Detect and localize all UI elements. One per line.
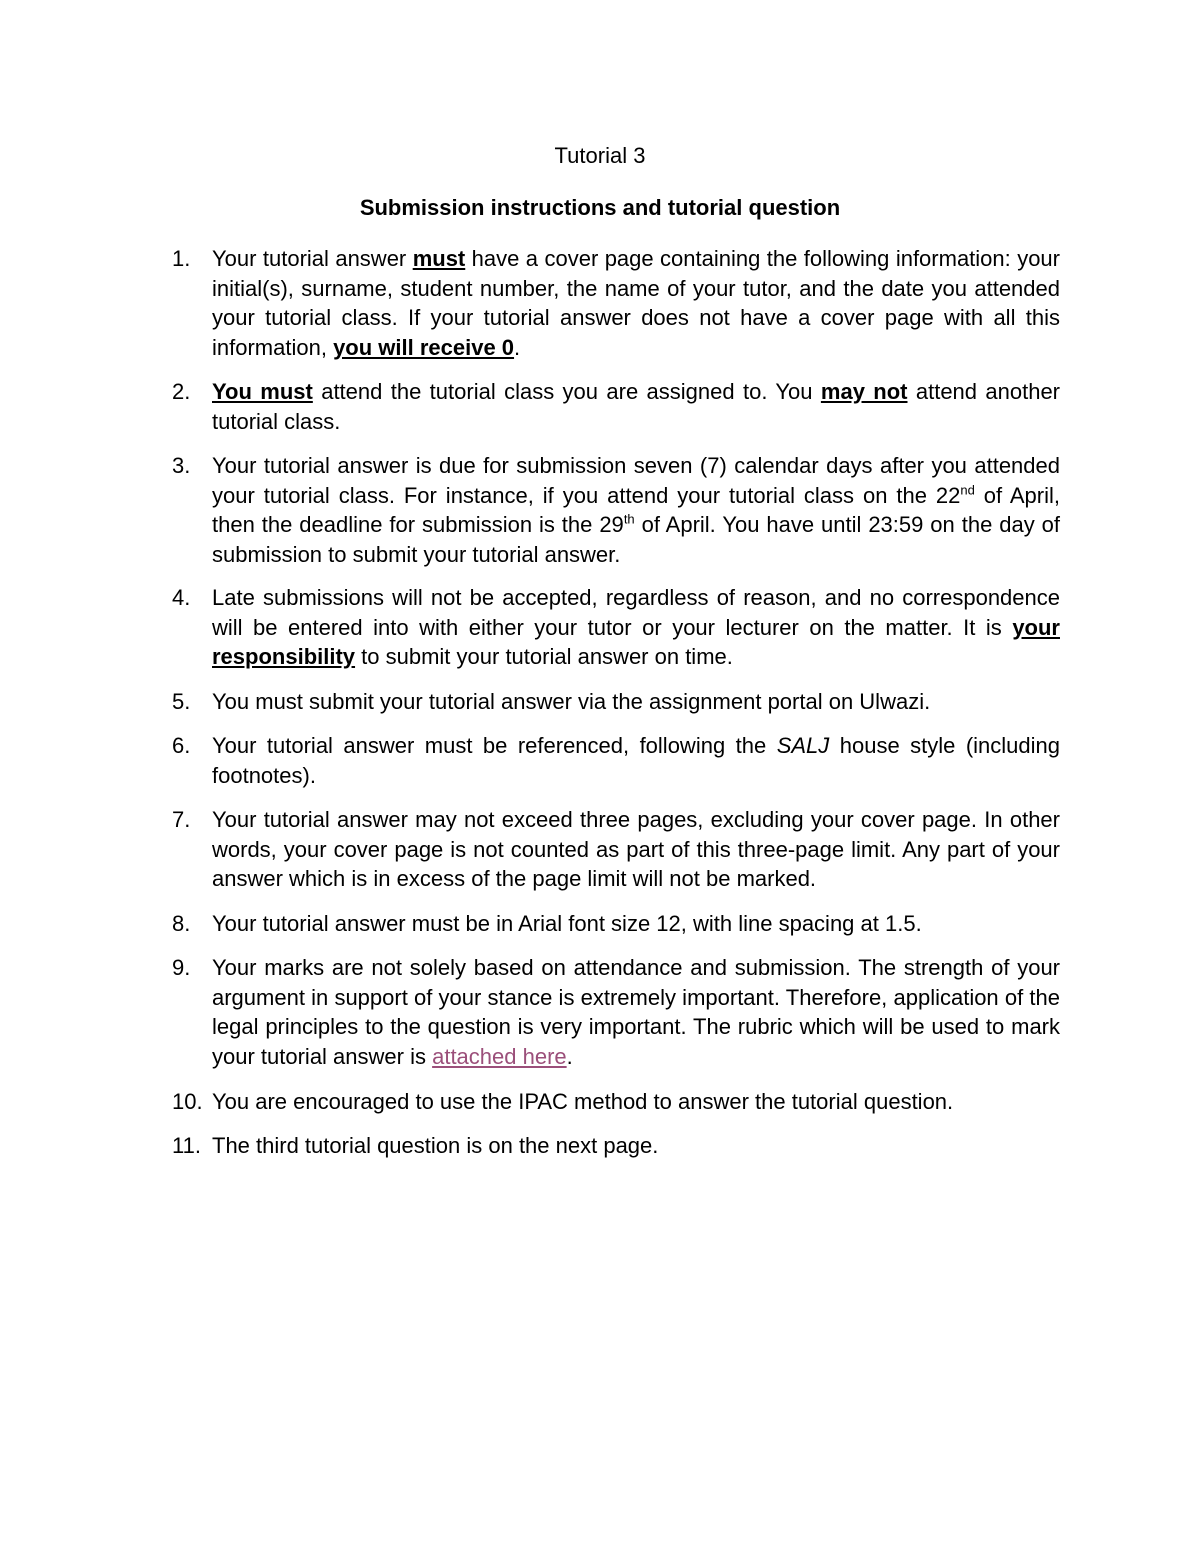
list-item-number: 11. [172, 1133, 201, 1158]
list-item-number: 4. [172, 585, 191, 610]
style-guide-name: SALJ [776, 733, 830, 758]
list-item-number: 1. [172, 246, 191, 271]
emphasis-receive-zero: you will receive 0 [333, 334, 515, 360]
ordinal-suffix: nd [960, 482, 975, 498]
list-item-number: 10. [172, 1089, 203, 1114]
list-item-text: Late submissions will not be accepted, regardless of reason, and no correspondence will be entered into with either your tutor or your lecturer on the matter. It is your responsibility to submit your tutorial answer on time. [212, 585, 1060, 670]
rubric-link[interactable]: attached here [432, 1043, 567, 1069]
list-item-5 [172, 687, 1060, 717]
emphasis-may-not: may not [820, 379, 908, 404]
document-subtitle: Submission instructions and tutorial question [359, 195, 841, 220]
list-item-9 [172, 953, 1060, 1071]
document-title: Tutorial 3 [554, 143, 646, 168]
emphasis-you-must: You must [212, 379, 313, 404]
list-item-number: 9. [172, 955, 191, 980]
list-item-number: 8. [172, 911, 191, 936]
list-item-text: You must attend the tutorial class you are assigned to. You may not attend another tutorial class. [212, 379, 1061, 434]
list-item-number: 3. [172, 453, 191, 478]
list-item-3 [172, 451, 1060, 569]
list-item-11 [172, 1131, 1060, 1161]
list-item-text: The third tutorial question is on the next page. [212, 1133, 659, 1158]
ordinal-suffix: th [623, 511, 635, 527]
emphasis-your-responsibility: your responsibility [212, 614, 1060, 670]
list-item-number: 7. [172, 807, 191, 832]
list-item-1 [172, 244, 1060, 362]
list-item-number: 6. [172, 733, 191, 758]
list-item-text: Your tutorial answer is due for submission seven (7) calendar days after you attended your tutorial class. For instance, if you attend your tutorial class on the 22nd of April, then the deadline for submission is the 29th of April. You have until 23:59 on the day of submission to submit your tutorial answer. [212, 453, 1060, 567]
list-item-text: You are encouraged to use the IPAC method to answer the tutorial question. [212, 1089, 954, 1114]
list-item-number: 2. [172, 379, 191, 404]
list-item-6 [172, 731, 1060, 790]
list-item-text: Your tutorial answer must have a cover page containing the following information: your initial(s), surname, student number, the name of your tutor, and the date you attended your tutorial class. If your tutorial answer does not have a cover page with all this information, you will receive 0. [212, 246, 1060, 360]
list-item-8 [172, 909, 1060, 939]
list-item-text: You must submit your tutorial answer via the assignment portal on Ulwazi. [212, 689, 931, 714]
list-item-text: Your tutorial answer may not exceed three pages, excluding your cover page. In other words, your cover page is not counted as part of this three-page limit. Any part of your answer which is in excess of the page limit will not be marked. [212, 807, 1060, 892]
list-item-text: Your tutorial answer must be in Arial font size 12, with line spacing at 1.5. [212, 911, 922, 936]
list-item-4 [172, 583, 1060, 672]
list-item-7 [172, 805, 1060, 894]
list-item-2 [172, 377, 1060, 436]
list-item-text: Your tutorial answer must be referenced, following the SALJ house style (including footnotes). [212, 733, 1060, 788]
list-item-text: Your marks are not solely based on attendance and submission. The strength of your argument in support of your stance is extremely important. Therefore, application of the legal principles to the question is very important. The rubric which will be used to mark your tutorial answer is attached here. [212, 955, 1060, 1069]
list-item-number: 5. [172, 689, 191, 714]
list-item-10 [172, 1087, 1060, 1117]
emphasis-must: must [412, 246, 466, 271]
